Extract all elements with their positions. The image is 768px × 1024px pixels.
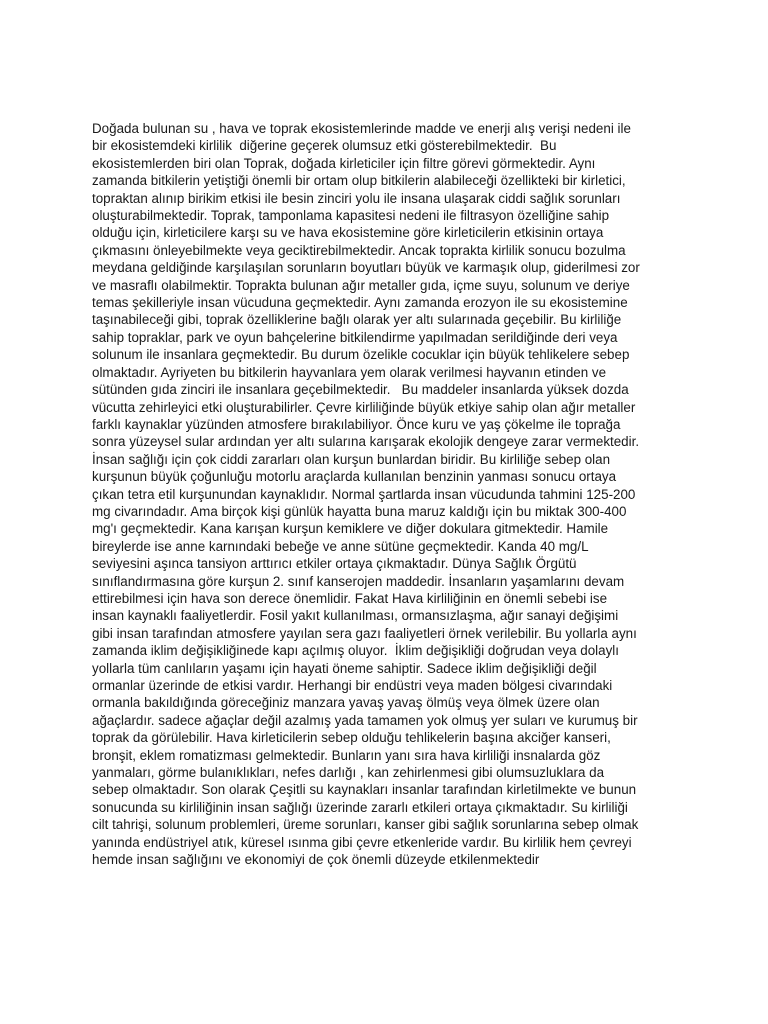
text-line: Doğada bulunan su , hava ve toprak ekosistemlerinde madde ve enerji alış verişi nedeni ile xyxy=(92,121,631,136)
text-line: insan kaynaklı faaliyetlerdir. Fosil yakıt kullanılması, ormansızlaşma, ağır sanayi değişimi xyxy=(92,608,619,624)
text-line: mg civarındadır. Ama birçok kişi günlük hayatta buna maruz kaldığı için bu miktak 300-400 xyxy=(92,503,627,519)
text-line: çıkmasını önleyebilmekte veya geciktirebilmektedir. Ancak toprakta kirlilik sonucu bozulma xyxy=(92,242,626,258)
text-line: çıkan tetra etil kurşunundan kaynaklıdır. Normal şartlarda insan vücudunda tahmini 125-200 xyxy=(92,486,636,502)
text-line: olmaktadır. Ayriyeten bu bitkilerin hayvanlara yem olarak verilmesi hayvanın etinden ve xyxy=(92,364,607,380)
text-line: yanmaları, görme bulanıklıkları, nefes darlığı , kan zehirlenmesi gibi olumsuzluklara da xyxy=(92,765,605,781)
text-line: bronşit, eklem romatizması gelmektedir. Bunların yanı sıra hava kirliliği insnalarda göz xyxy=(92,747,601,763)
text-line: temas şekilleriyle insan vücuduna geçmektedir. Aynı zamanda erozyon ile su ekosistemine xyxy=(92,295,628,311)
body-paragraph xyxy=(92,120,692,868)
text-line: solunum ile insanlara geçmektedir. Bu durum özelikle cocuklar için büyük tehlikelere sebep xyxy=(92,347,630,363)
text-line: İnsan sağlığı için çok ciddi zararları olan kurşun bunlardan biridir. Bu kirliliğe sebep olan xyxy=(92,451,611,467)
text-line: sınıflandırmasına göre kurşun 2. sınıf kanserojen maddedir. İnsanların yaşamlarını devam xyxy=(92,573,625,589)
text-line: sebep olmaktadır. Son olarak Çeşitli su kaynakları insanlar tarafından kirletilmekte ve bunun xyxy=(92,782,637,798)
text-line: zamanda iklim değişikliğinede kapı açılmış oluyor. İklim değişikliği doğrudan veya dolaylı xyxy=(92,643,619,659)
text-line: farklı kaynaklar yüzünden atmosfere bırakılabiliyor. Önce kuru ve yaş çökelme ile toprağa xyxy=(92,416,621,432)
text-line: sonra yüzeysel sular ardından yer altı sularına karışarak ekolojik dengeye zarar vermektedir. xyxy=(92,434,640,450)
text-line: mg'ı geçmektedir. Kana karışan kurşun kemiklere ve diğer dokulara gitmektedir. Hamile xyxy=(92,521,609,537)
text-line: olduğu için, kirleticilere karşı su ve hava ekosistemine göre kirleticilerin etkisinin ortaya xyxy=(92,225,604,241)
text-line: ormanlar üzerinde de etkisi vardır. Herhangi bir endüstri veya maden bölgesi civarındaki xyxy=(92,678,613,693)
text-line: yanında endüstriyel atık, küresel ısınma gibi çevre etkenleride vardır. Bu kirlilik hem çevreyi xyxy=(92,834,632,850)
text-line: bireylerde ise anne karnındaki bebeğe ve anne sütüne geçmektedir. Kanda 40 mg/L xyxy=(92,538,589,554)
text-line: toprak da görülebilir. Hava kirleticilerin sebep olduğu tehlikelerin başına akciğer kanseri, xyxy=(92,730,611,746)
text-line: ettirebilmesi için hava son derece önemlidir. Fakat Hava kirliliğinin en önemli sebebi ise xyxy=(92,590,608,606)
text-line: zamanda bitkilerin yetiştiği önemli bir ortam olup bitkilerin alabileceği özellikteki bir kirletici, xyxy=(92,173,626,189)
text-line: ormanla bakıldığında göreceğiniz manzara yavaş yavaş ölmüş veya ölmek üzere olan xyxy=(92,695,600,711)
text-line: cilt tahrişi, solunum problemleri, üreme sorunları, kanser gibi sağlık sorunlarına sebep olmak xyxy=(92,817,639,833)
text-line: ve masraflı olabilmektir. Toprakta bulunan ağır metaller gıda, içme suyu, solunum ve deriye xyxy=(92,277,630,293)
text-line: ekosistemlerden biri olan Toprak, doğada kirleticiler için filtre görevi görmektedir. Aynı xyxy=(92,155,596,171)
text-line: sütünden gıda zinciri ile insanlara geçebilmektedir. Bu maddeler insanlarda yüksek dozda xyxy=(92,382,629,398)
text-line: gibi insan tarafından atmosfere yayılan sera gazı faaliyetleri örnek verilebilir. Bu yollarla aynı xyxy=(92,625,637,641)
text-line: yollarla tüm canlıların yaşamı için hayati öneme sahiptir. Sadece iklim değişikliği değil xyxy=(92,660,597,676)
text-line: sonucunda su kirliliğinin insan sağlığı üzerinde zararlı etkileri ortaya çıkmaktadır. Su kirliliği xyxy=(92,799,628,815)
text-line: ağaçlardır. sadece ağaçlar değil azalmış yada tamamen yok olmuş yer suları ve kurumuş bir xyxy=(92,712,638,728)
text-line: sahip topraklar, park ve oyun bahçelerine bitkilendirme yapılmadan serildiğinde deri veya xyxy=(92,329,618,345)
text-line: topraktan alınıp birikim etkisi ile besin zinciri yolu ile insana ulaşarak ciddi sağlık sorunları xyxy=(92,190,621,206)
text-line: taşınabileceği gibi, toprak özelliklerine bağlı olarak yer altı sularınada geçebilir. Bu kirliliğe xyxy=(92,312,622,328)
text-line: vücutta zehirleyici etki oluşturabilirler. Çevre kirliliğinde büyük etkiye sahip olan ağır metaller xyxy=(92,399,636,415)
text-line: meydana geldiğinde karşılaşılan sorunların boyutları büyük ve karmaşık olup, giderilmesi zor xyxy=(92,260,640,276)
text-line: oluşturabilmektedir. Toprak, tamponlama kapasitesi nedeni ile filtrasyon özelliğine sahip xyxy=(92,208,610,224)
text-line: bir ekosistemdeki kirlilik diğerine geçerek olumsuz etki gösterebilmektedir. Bu xyxy=(92,138,557,154)
text-line: seviyesini aşınca tansiyon arttırıcı etkiler ortaya çıkmaktadır. Dünya Sağlık Örgütü xyxy=(92,556,577,572)
text-line: hemde insan sağlığını ve ekonomiyi de çok önemli düzeyde etkilenmektedir xyxy=(92,852,540,868)
text-line: kurşunun büyük çoğunluğu motorlu araçlarda kullanılan benzinin yanması sonucu ortaya xyxy=(92,469,617,485)
